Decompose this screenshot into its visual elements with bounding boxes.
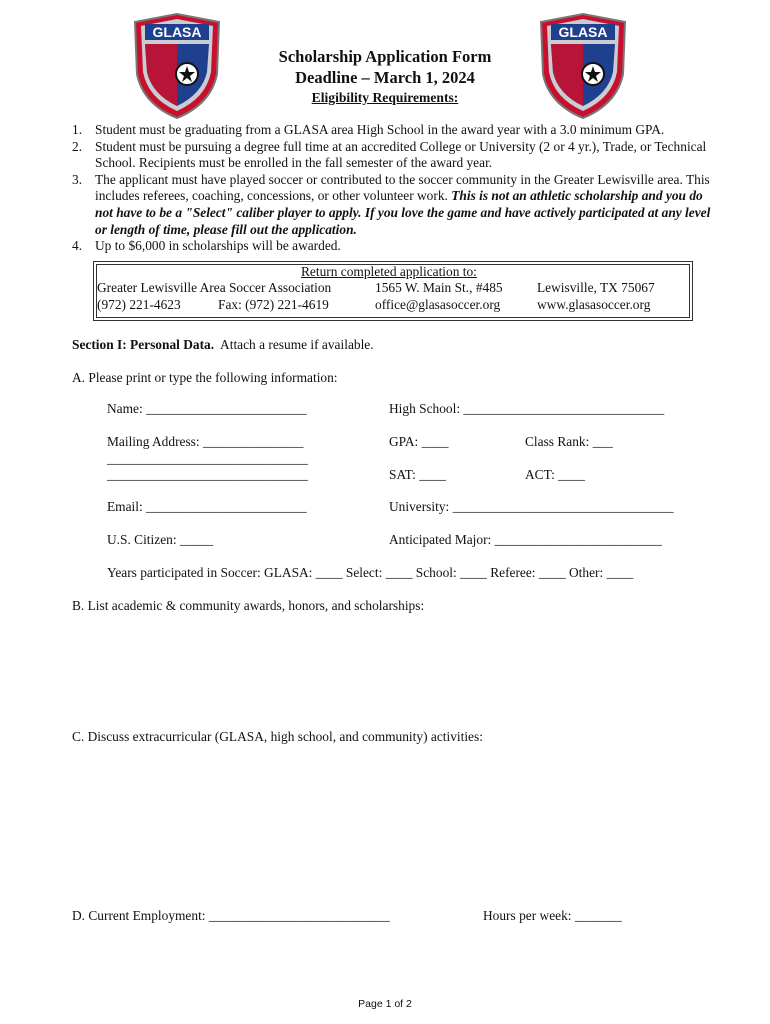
logo-text: GLASA	[152, 24, 202, 40]
gpa-field[interactable]: GPA: ____	[389, 434, 449, 449]
org-website: www.glasasoccer.org	[537, 297, 651, 312]
requirement-item: 4. Up to $6,000 in scholarships will be awarded.	[72, 238, 341, 254]
years-participated-field[interactable]: Years participated in Soccer: GLASA: ____ Select: ____ School: ____ Referee: ____ Other: ____	[107, 565, 634, 580]
org-name: Greater Lewisville Area Soccer Association	[97, 280, 332, 295]
current-employment-field[interactable]: D. Current Employment: ___________________________	[72, 908, 390, 923]
org-city: Lewisville, TX 75067	[537, 280, 655, 295]
name-field[interactable]: Name: ________________________	[107, 401, 307, 416]
mailing-address-line2[interactable]: ______________________________	[107, 451, 308, 466]
us-citizen-field[interactable]: U.S. Citizen: _____	[107, 532, 214, 547]
part-a-label: A. Please print or type the following information:	[72, 370, 338, 385]
deadline: Deadline – March 1, 2024	[295, 68, 475, 87]
logo-text: GLASA	[558, 24, 608, 40]
form-title: Scholarship Application Form	[278, 47, 492, 66]
org-phone: (972) 221-4623	[97, 297, 181, 312]
mailing-address-line3[interactable]: ______________________________	[107, 467, 308, 482]
requirements-list	[72, 122, 712, 255]
requirement-item: 1. Student must be graduating from a GLASA area High School in the award year with a 3.0 minimum GPA.	[72, 122, 665, 137]
return-heading: Return completed application to:	[301, 264, 477, 279]
hours-per-week-field[interactable]: Hours per week: _______	[483, 908, 622, 923]
mailing-address-field[interactable]: Mailing Address: _______________	[107, 434, 304, 449]
section-heading: Section I: Personal Data. Attach a resume if available.	[72, 337, 374, 352]
org-email: office@glasasoccer.org	[375, 297, 501, 312]
act-field[interactable]: ACT: ____	[525, 467, 585, 482]
class-rank-field[interactable]: Class Rank: ___	[525, 434, 613, 449]
part-b-label: B. List academic & community awards, honors, and scholarships:	[72, 598, 425, 613]
eligibility-heading: Eligibility Requirements:	[311, 90, 459, 105]
anticipated-major-field[interactable]: Anticipated Major: _________________________	[389, 532, 662, 547]
high-school-field[interactable]: High School: ______________________________	[389, 401, 665, 416]
org-fax: Fax: (972) 221-4619	[218, 297, 329, 312]
requirement-item: 2. Student must be pursuing a degree full time at an accredited College or University (2 or 4 yr.), Trade, or Technical School. Recipients must be enrolled in the fall semester of the award year.	[72, 138, 707, 171]
requirement-emphasis: This is not an athletic scholarship and you do not have to be a "Select" caliber player to apply. If you love the game and have actively participated at any level or length of time, please fill out the application.	[95, 188, 711, 237]
page-number: Page 1 of 2	[358, 998, 412, 1010]
sat-field[interactable]: SAT: ____	[389, 467, 446, 482]
requirement-item: 3. The applicant must have played soccer or contributed to the soccer community in the Greater Lewisville area. This includes referees, coaching, concessions, or other volunteer work. This is not an athletic scholarship and you do not have to be a "Select" caliber player to apply. If you love the game and have actively participated at any level or length of time, please fill out the application.	[72, 171, 711, 237]
org-address: 1565 W. Main St., #485	[375, 280, 503, 295]
university-field[interactable]: University: _________________________________	[389, 499, 674, 514]
email-field[interactable]: Email: ________________________	[107, 499, 307, 514]
part-c-label: C. Discuss extracurricular (GLASA, high school, and community) activities:	[72, 729, 483, 744]
